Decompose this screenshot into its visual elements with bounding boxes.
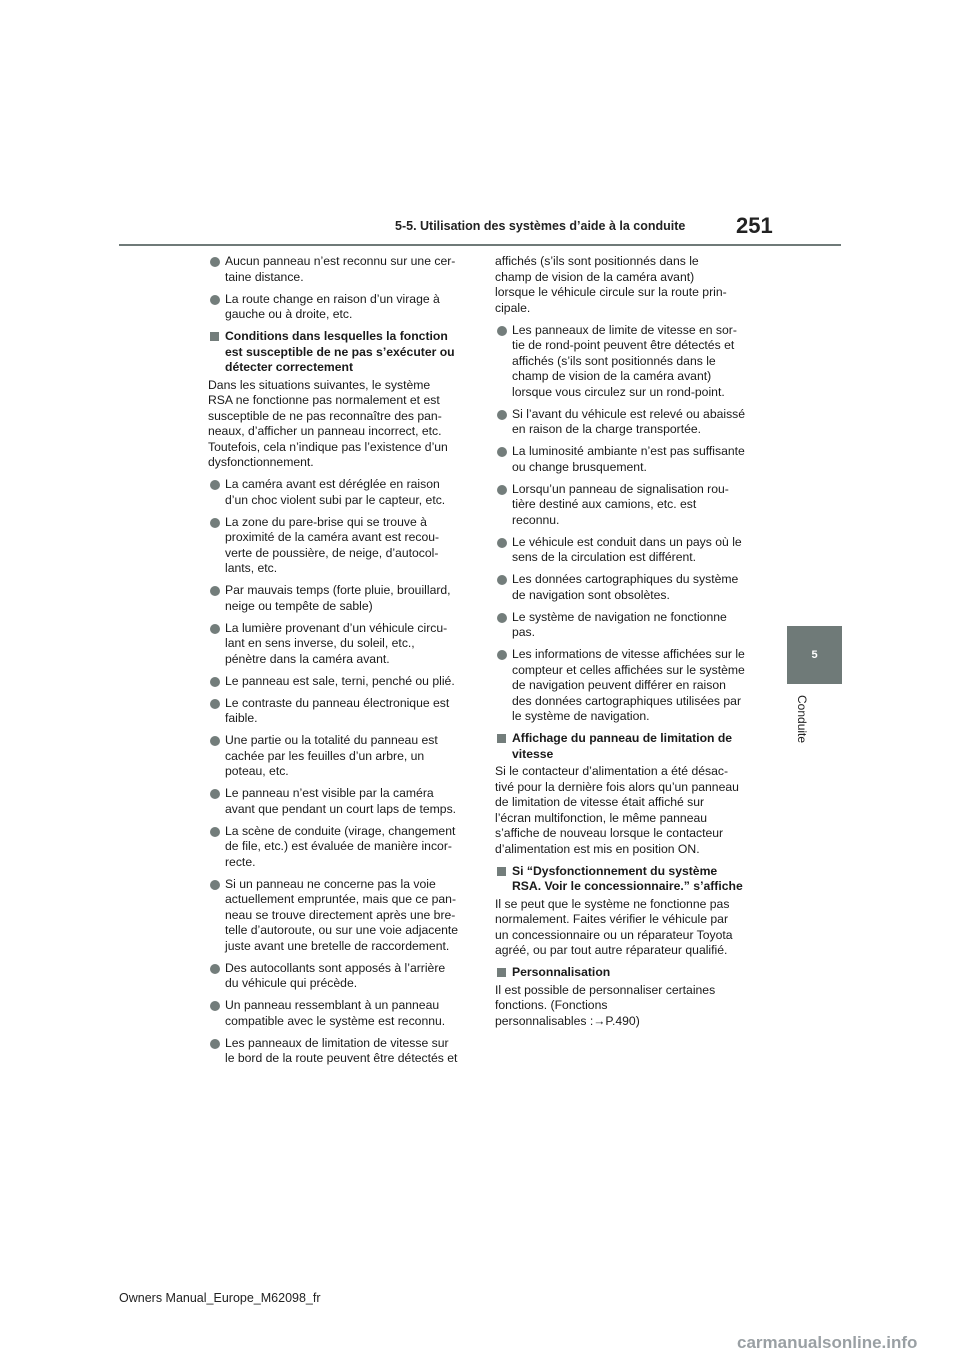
bullet-item <box>208 877 468 955</box>
bullet-dot-icon <box>497 410 507 420</box>
square-bullet-icon <box>497 968 506 977</box>
bullet-dot-icon <box>210 964 220 974</box>
bullet-dot-icon <box>497 650 507 660</box>
header-rule <box>119 244 841 246</box>
bullet-text: Les informations de vitesse affichées sur le compteur et celles affichées sur le système de navigation peuvent différer en raison des données cartographiques utilisées par le système de navigation. <box>512 647 745 723</box>
bullet-item <box>208 254 468 285</box>
bullet-item <box>208 696 468 727</box>
para-text: Il se peut que le système ne fonctionne pas normalement. Faites vérifier le véhicule par un concessionnaire ou un réparateur Toyota agréé, ou par tout autre réparateur qualifié. <box>495 896 733 957</box>
bullet-text: Le contraste du panneau électronique est faible. <box>225 695 450 725</box>
square-bullet-icon <box>497 867 506 876</box>
bullet-text: Lorsqu’un panneau de signalisation rou- tière destiné aux camions, etc. est reconnu. <box>512 481 729 527</box>
bullet-dot-icon <box>210 518 220 528</box>
bullet-dot-icon <box>210 677 220 687</box>
bullet-text: Par mauvais temps (forte pluie, brouillard, neige ou tempête de sable) <box>225 583 451 613</box>
bullet-item <box>208 515 468 577</box>
bullet-dot-icon <box>497 613 507 623</box>
heading-text: Conditions dans lesquelles la fonction est susceptible de ne pas s’exécuter ou détecter correctement <box>225 329 455 374</box>
bullet-item <box>208 674 468 690</box>
bullet-dot-icon <box>210 1039 220 1049</box>
bullet-text: Une partie ou la totalité du panneau est cachée par les feuilles d’un arbre, un poteau, etc. <box>225 733 438 778</box>
bullet-dot-icon <box>497 485 507 495</box>
bullet-dot-icon <box>210 480 220 490</box>
bullet-text: Le système de navigation ne fonctionne pas. <box>512 609 727 639</box>
square-bullet-icon <box>497 734 506 743</box>
bullet-item <box>495 610 755 641</box>
para-text: Dans les situations suivantes, le système RSA ne fonctionne pas normalement et est susceptible de ne pas reconnaître des pan- neaux, d’afficher un panneau incorrect, etc. Toutefois, cela n’indique pas l’existence d’un dysfonctionnement. <box>208 377 448 469</box>
bullet-text: Des autocollants sont apposés à l’arrière du véhicule qui précède. <box>225 960 446 990</box>
bullet-text: La lumière provenant d’un véhicule circu- lant en sens inverse, du soleil, etc., pénètre dans la caméra avant. <box>225 620 448 666</box>
bullet-item <box>495 444 755 475</box>
bullet-item <box>495 572 755 603</box>
bullet-text: Aucun panneau n’est reconnu sur une cer- taine distance. <box>225 254 456 284</box>
paragraph <box>495 764 755 857</box>
bullet-item <box>208 583 468 614</box>
bullet-dot-icon <box>210 880 220 890</box>
bullet-text: Le panneau n’est visible par la caméra avant que pendant un court laps de temps. <box>225 786 457 816</box>
bullet-text: Le panneau est sale, terni, penché ou plié. <box>225 673 455 688</box>
bullet-item <box>208 998 468 1029</box>
heading-text: Affichage du panneau de limitation de vitesse <box>512 731 733 761</box>
bullet-dot-icon <box>210 624 220 634</box>
paragraph <box>495 897 755 959</box>
bullet-item <box>208 292 468 323</box>
bullet-item <box>495 535 755 566</box>
paragraph <box>208 378 468 471</box>
bullet-dot-icon <box>210 827 220 837</box>
bullet-continuation <box>495 254 755 316</box>
bullet-item <box>495 482 755 529</box>
bullet-text: La zone du pare-brise qui se trouve à proximité de la caméra avant est recou- verte de poussière, de neige, d’autocol- lants, etc. <box>225 514 440 575</box>
bullet-dot-icon <box>210 295 220 305</box>
bullet-item <box>495 323 755 401</box>
bullet-dot-icon <box>210 257 220 267</box>
header-title: 5-5. Utilisation des systèmes d’aide à la conduite <box>395 219 686 233</box>
bullet-text: Les données cartographiques du système de navigation sont obsolètes. <box>512 572 739 602</box>
bullet-text: Le véhicule est conduit dans un pays où le sens de la circulation est différent. <box>512 534 742 564</box>
bullet-item <box>208 733 468 780</box>
bullet-dot-icon <box>497 538 507 548</box>
footer-text: Owners Manual_Europe_M62098_fr <box>119 1291 321 1305</box>
bullet-text: La caméra avant est déréglée en raison d’un choc violent subi par le capteur, etc. <box>225 477 446 507</box>
bullet-text: Si l’avant du véhicule est relevé ou abaissé en raison de la charge transportée. <box>512 406 746 436</box>
right-column <box>495 254 755 1036</box>
chapter-label: Conduite <box>795 695 809 744</box>
square-bullet-icon <box>210 332 219 341</box>
chapter-tab[interactable]: 5 <box>787 626 842 684</box>
para-text: Il est possible de personnaliser certaines fonctions. (Fonctions personnalisables :→P.490) <box>495 982 716 1028</box>
section-heading <box>495 731 755 762</box>
bullet-text: Les panneaux de limite de vitesse en sor- tie de rond-point peuvent être détectés et affichés (s’ils sont positionnés dans le champ de vision de la caméra avant) lorsque vous circulez sur un rond-point. <box>512 322 737 399</box>
section-heading <box>495 965 755 981</box>
section-heading <box>495 864 755 895</box>
para-text: Si le contacteur d’alimentation a été désac- tivé pour la dernière fois alors qu’un panneau de limitation de vitesse était affiché sur l’écran multifonction, le même panneau s’affiche de nouveau lorsque le contacteur d’alimentation est mis en position ON. <box>495 764 739 856</box>
bullet-dot-icon <box>497 447 507 457</box>
bullet-item <box>208 477 468 508</box>
bullet-text: La route change en raison d’un virage à gauche ou à droite, etc. <box>225 291 440 321</box>
bullet-dot-icon <box>210 586 220 596</box>
bullet-dot-icon <box>497 326 507 336</box>
left-column <box>208 254 468 1073</box>
page-number: 251 <box>736 213 773 238</box>
bullet-text: Un panneau ressemblant à un panneau compatible avec le système est reconnu. <box>225 998 446 1028</box>
heading-text: Personnalisation <box>512 965 611 979</box>
watermark: carmanualsonline.info <box>737 1333 918 1352</box>
bullet-dot-icon <box>210 699 220 709</box>
bullet-item <box>208 961 468 992</box>
heading-text: Si “Dysfonctionnement du système RSA. Voir le concessionnaire.” s’affiche <box>512 863 743 893</box>
bullet-item <box>208 786 468 817</box>
cont-text: affichés (s’ils sont positionnés dans le champ de vision de la caméra avant) lorsque le véhicule circule sur la route prin- cipale. <box>495 254 727 315</box>
bullet-dot-icon <box>497 575 507 585</box>
bullet-dot-icon <box>210 789 220 799</box>
bullet-dot-icon <box>210 736 220 746</box>
bullet-item <box>208 621 468 668</box>
bullet-item <box>208 1036 468 1067</box>
bullet-dot-icon <box>210 1001 220 1011</box>
bullet-text: Si un panneau ne concerne pas la voie actuellement empruntée, mais que ce pan- neau se trouve directement après une bre- telle d’autoroute, ou sur une voie adjacente juste avant une bretelle de raccordement. <box>225 876 459 953</box>
section-heading <box>208 329 468 376</box>
bullet-item <box>495 647 755 725</box>
paragraph <box>495 983 755 1030</box>
bullet-text: Les panneaux de limitation de vitesse sur le bord de la route peuvent être détectés et <box>225 1035 458 1065</box>
bullet-text: La scène de conduite (virage, changement de file, etc.) est évaluée de manière incor- recte. <box>225 823 456 869</box>
bullet-item <box>495 407 755 438</box>
bullet-item <box>208 824 468 871</box>
bullet-text: La luminosité ambiante n’est pas suffisante ou change brusquement. <box>512 444 745 474</box>
